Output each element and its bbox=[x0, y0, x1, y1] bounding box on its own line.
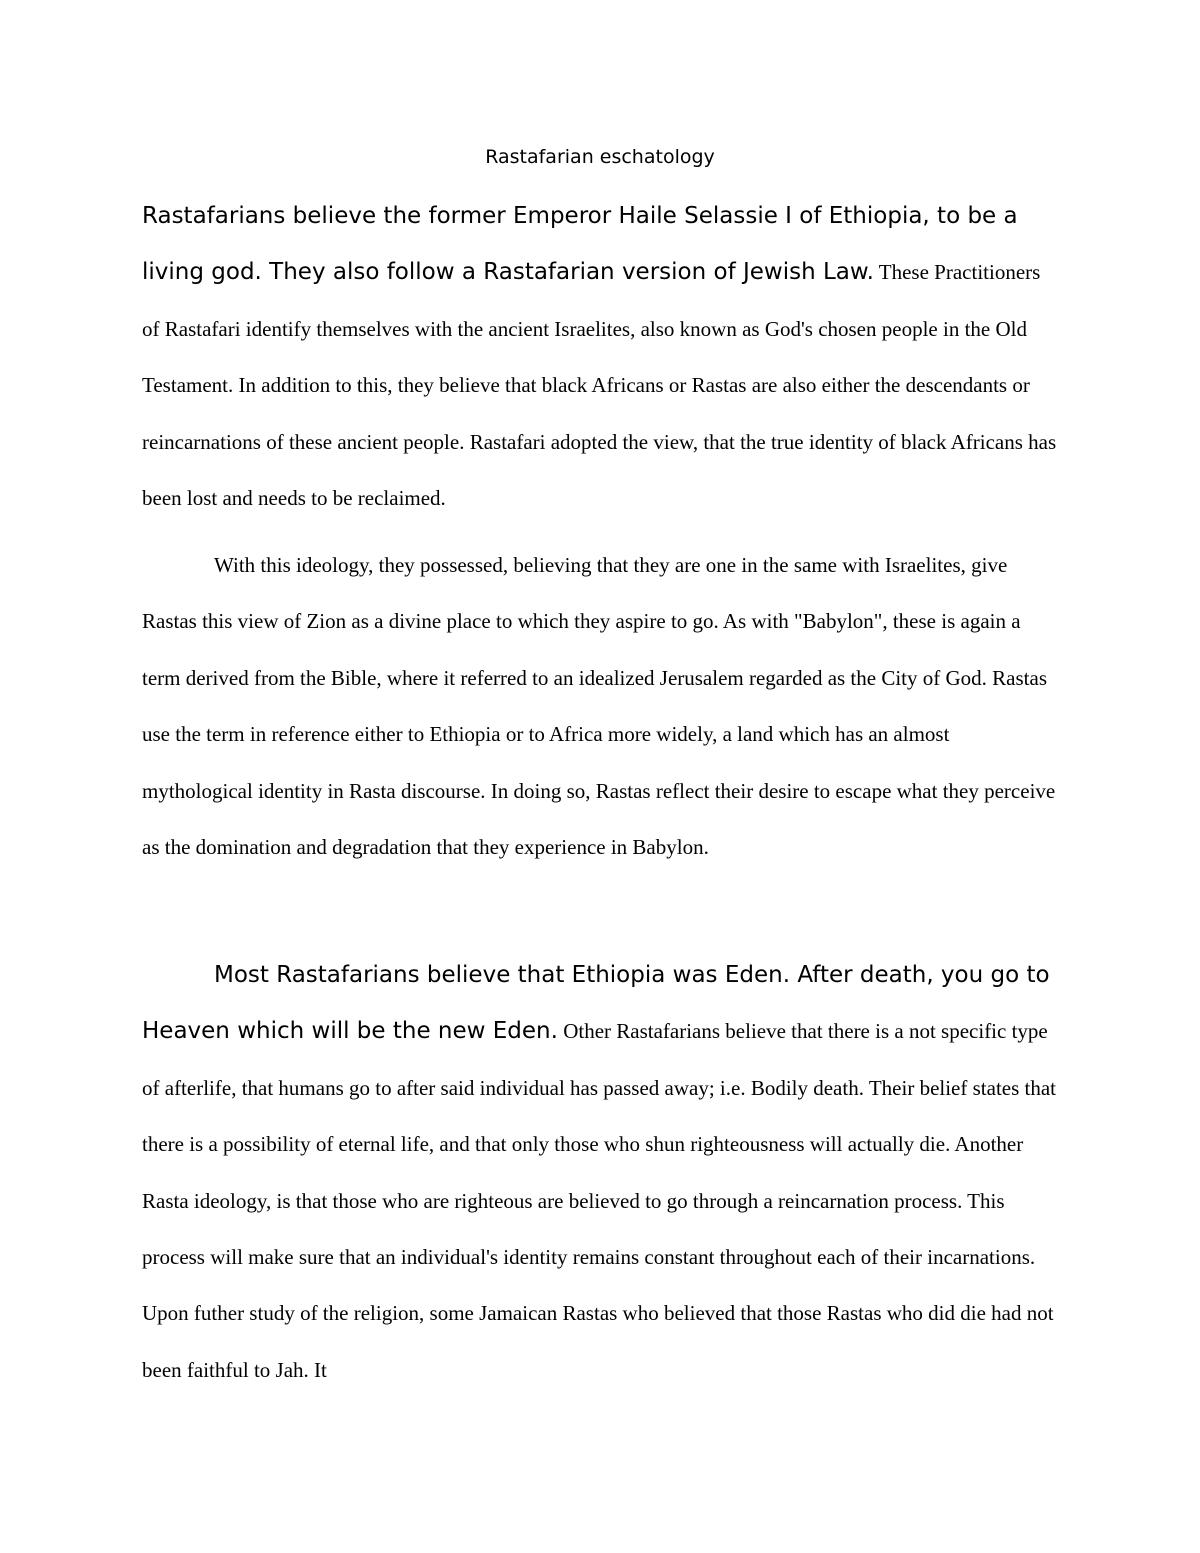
paragraph-1 bbox=[142, 188, 1060, 526]
document-title: Rastafarian eschatology bbox=[485, 146, 715, 168]
paragraph-1-text: These Practitioners of Rastafari identify themselves with the ancient Israelites, also known as God's chosen people in the Old Testament. In addition to this, they believe that black Africans or Rastas are also either the descendants or reincarnations of these ancient people. Rastafari adopted the view, that the true identity of black Africans has been lost and needs to be reclaimed. bbox=[142, 260, 1057, 511]
paragraph-3-text: Other Rastafarians believe that there is a not specific type of afterlife, that humans go to after said individual has passed away; i.e. Bodily death. Their belief states that there is a possibility of eternal life, and that only those who shun righteousness will actually die. Another Rasta ideology, is that those who are righteous are believed to go through a reincarnation process. This process will make sure that an individual's identity remains constant throughout each of their incarnations. Upon futher study of the religion, some Jamaican Rastas who believed that those Rastas who did die had not been faithful to Jah. It bbox=[142, 1019, 1057, 1382]
paragraph-2-text: With this ideology, they possessed, believing that they are one in the same with Israelites, give Rastas this view of Zion as a divine place to which they aspire to go. As with "Babylon", these is again a term derived from the Bible, where it referred to an idealized Jerusalem regarded as the City of God. Rastas use the term in reference either to Ethiopia or to Africa more widely, a land which has an almost mythological identity in Rasta discourse. In doing so, Rastas reflect their desire to escape what they perceive as the domination and degradation that they experience in Babylon. bbox=[142, 553, 1056, 860]
paragraph-1-lead: Rastafarians believe the former Emperor Haile Selassie I of Ethiopia, to be a living god. They also follow a Rastafarian version of Jewish Law. bbox=[142, 203, 1018, 286]
paragraph-2 bbox=[142, 537, 1060, 875]
paragraph-3 bbox=[142, 947, 1060, 1398]
paragraph-3-lead: Most Rastafarians believe that Ethiopia was Eden. After death, you go to Heaven which will be the new Eden. bbox=[142, 962, 1050, 1045]
